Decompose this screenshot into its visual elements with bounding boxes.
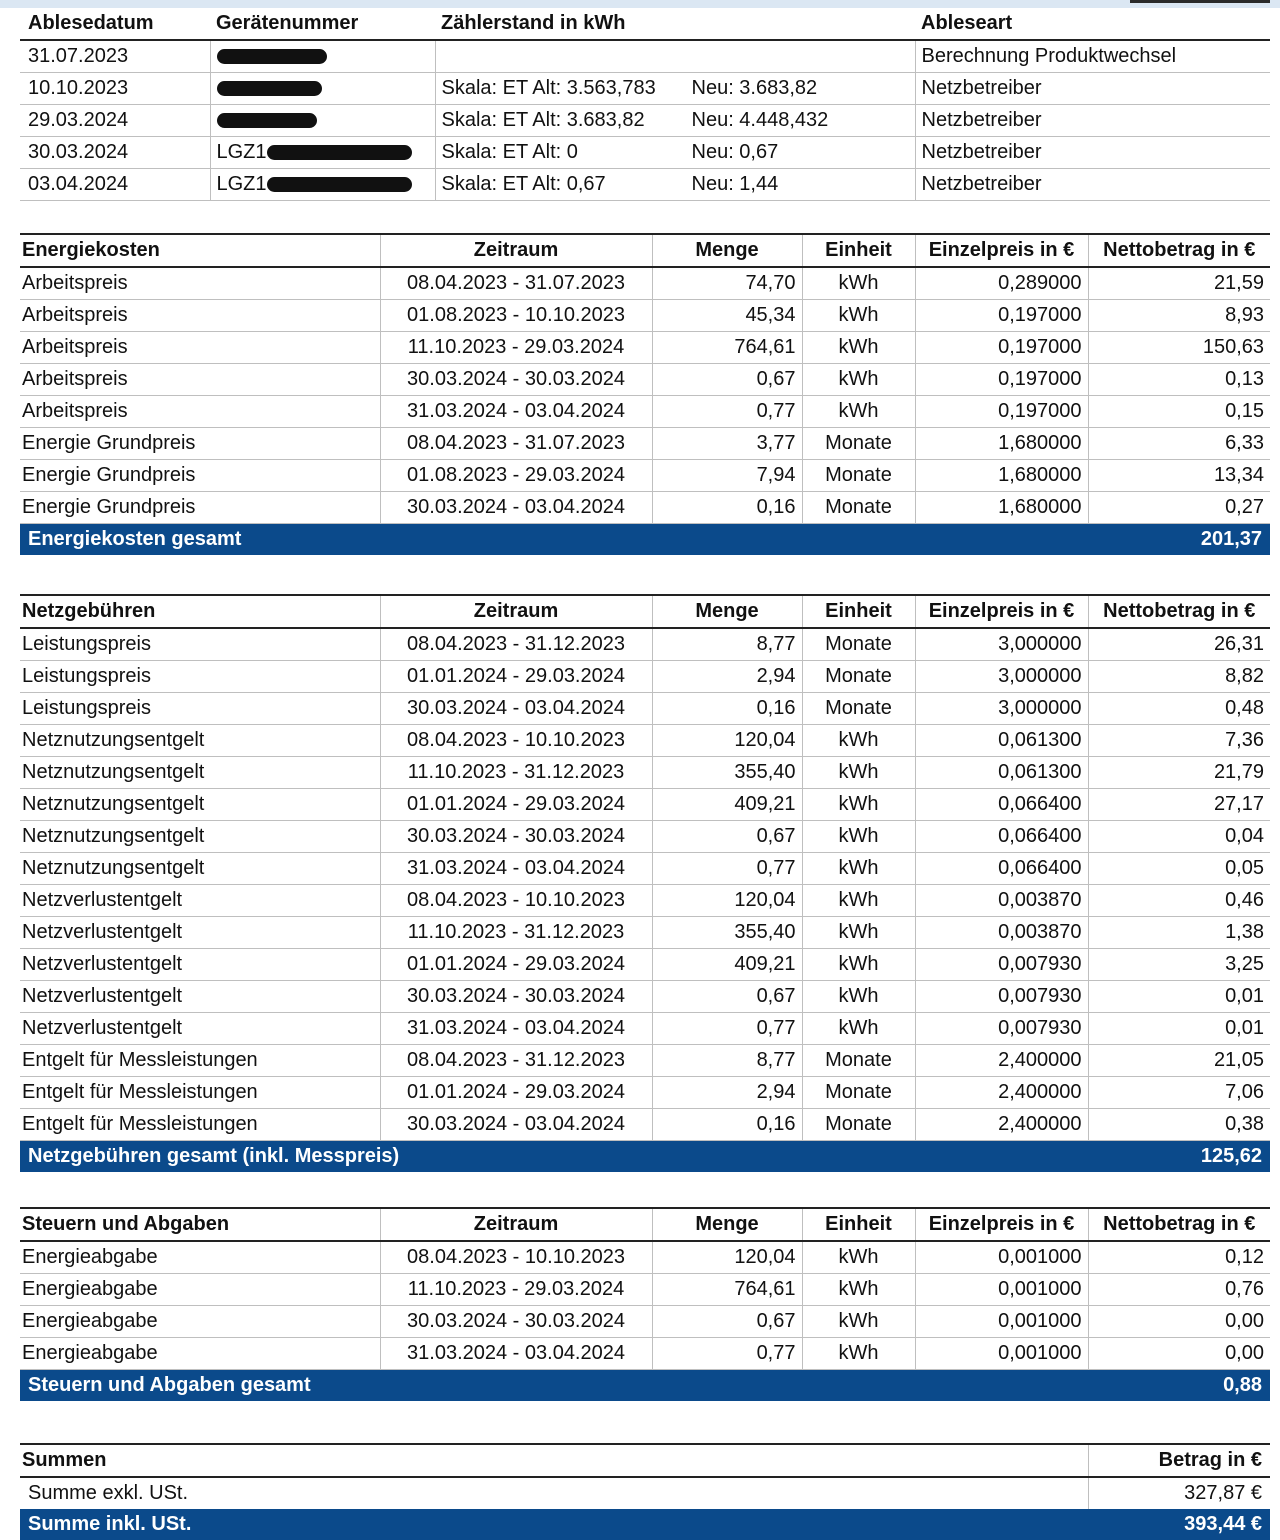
unit: kWh [802, 396, 915, 428]
netzgebuehren-table [20, 594, 1270, 1172]
col-einheit: Einheit [802, 595, 915, 628]
unit: kWh [802, 300, 915, 332]
net-amount: 0,15 [1088, 396, 1270, 428]
reading-row [20, 169, 1270, 201]
unit: kWh [802, 853, 915, 885]
unit-price: 0,197000 [915, 396, 1088, 428]
col-zaehlerstand: Zählerstand in kWh [435, 8, 915, 40]
quantity: 74,70 [652, 267, 802, 300]
reading-alt: Skala: ET Alt: 0,67 [441, 173, 606, 195]
col-zeitraum: Zeitraum [380, 595, 652, 628]
meter-reading [435, 40, 915, 73]
net-amount: 0,00 [1088, 1338, 1270, 1370]
unit-price: 1,680000 [915, 492, 1088, 524]
quantity: 0,16 [652, 1109, 802, 1141]
device-prefix: LGZ1 [216, 173, 267, 195]
reading-type: Netzbetreiber [915, 73, 1270, 105]
cost-row [20, 267, 1270, 300]
readings-header-row [20, 8, 1270, 40]
period: 08.04.2023 - 10.10.2023 [380, 885, 652, 917]
unit-price: 0,007930 [915, 981, 1088, 1013]
unit: Monate [802, 460, 915, 492]
period: 30.03.2024 - 03.04.2024 [380, 1109, 652, 1141]
summe-inkl-row [20, 1509, 1270, 1540]
device-prefix: LGZ1 [216, 141, 267, 163]
net-amount: 6,33 [1088, 428, 1270, 460]
period: 01.08.2023 - 29.03.2024 [380, 460, 652, 492]
unit: kWh [802, 1013, 915, 1045]
unit-price: 0,001000 [915, 1338, 1088, 1370]
net-amount: 0,00 [1088, 1306, 1270, 1338]
reading-type: Netzbetreiber [915, 105, 1270, 137]
net-amount: 0,05 [1088, 853, 1270, 885]
position-label: Leistungspreis [20, 693, 380, 725]
reading-type: Netzbetreiber [915, 137, 1270, 169]
steuern-total-row [20, 1370, 1270, 1402]
period: 31.03.2024 - 03.04.2024 [380, 396, 652, 428]
cost-row [20, 1109, 1270, 1141]
total-label: Steuern und Abgaben gesamt [20, 1370, 1088, 1402]
unit-price: 0,007930 [915, 949, 1088, 981]
reading-type: Netzbetreiber [915, 169, 1270, 201]
cost-row [20, 300, 1270, 332]
reading-row [20, 73, 1270, 105]
quantity: 0,77 [652, 853, 802, 885]
unit: kWh [802, 789, 915, 821]
unit-price: 0,061300 [915, 725, 1088, 757]
net-amount: 13,34 [1088, 460, 1270, 492]
top-strip [0, 0, 1280, 8]
summen-header-row [20, 1444, 1270, 1477]
meter-reading [435, 169, 915, 201]
col-einzelpreis: Einzelpreis in € [915, 1208, 1088, 1241]
col-betrag: Betrag in € [1088, 1444, 1270, 1477]
unit-price: 3,000000 [915, 628, 1088, 661]
unit-price: 0,061300 [915, 757, 1088, 789]
device-number [210, 40, 435, 73]
position-label: Netzverlustentgelt [20, 949, 380, 981]
quantity: 355,40 [652, 917, 802, 949]
quantity: 120,04 [652, 1241, 802, 1274]
quantity: 120,04 [652, 885, 802, 917]
period: 30.03.2024 - 30.03.2024 [380, 821, 652, 853]
quantity: 45,34 [652, 300, 802, 332]
position-label: Entgelt für Messleistungen [20, 1045, 380, 1077]
total-value: 125,62 [1088, 1141, 1270, 1173]
position-label: Arbeitspreis [20, 267, 380, 300]
net-amount: 0,27 [1088, 492, 1270, 524]
position-label: Energie Grundpreis [20, 428, 380, 460]
unit-price: 2,400000 [915, 1045, 1088, 1077]
cost-row [20, 1013, 1270, 1045]
unit: Monate [802, 1077, 915, 1109]
position-label: Energieabgabe [20, 1306, 380, 1338]
unit-price: 3,000000 [915, 661, 1088, 693]
net-amount: 0,76 [1088, 1274, 1270, 1306]
unit-price: 1,680000 [915, 460, 1088, 492]
position-label: Leistungspreis [20, 661, 380, 693]
reading-date: 30.03.2024 [20, 137, 210, 169]
unit: Monate [802, 693, 915, 725]
position-label: Energie Grundpreis [20, 460, 380, 492]
quantity: 0,77 [652, 1013, 802, 1045]
unit-price: 2,400000 [915, 1077, 1088, 1109]
net-amount: 7,06 [1088, 1077, 1270, 1109]
position-label: Arbeitspreis [20, 396, 380, 428]
period: 01.01.2024 - 29.03.2024 [380, 789, 652, 821]
col-menge: Menge [652, 1208, 802, 1241]
cost-row [20, 693, 1270, 725]
period: 01.01.2024 - 29.03.2024 [380, 661, 652, 693]
netzgebuehren-total-row [20, 1141, 1270, 1173]
period: 01.08.2023 - 10.10.2023 [380, 300, 652, 332]
quantity: 7,94 [652, 460, 802, 492]
position-label: Netznutzungsentgelt [20, 757, 380, 789]
period: 11.10.2023 - 31.12.2023 [380, 757, 652, 789]
period: 08.04.2023 - 10.10.2023 [380, 725, 652, 757]
quantity: 0,16 [652, 693, 802, 725]
period: 08.04.2023 - 31.12.2023 [380, 628, 652, 661]
total-label: Energiekosten gesamt [20, 524, 1088, 556]
position-label: Energieabgabe [20, 1338, 380, 1370]
col-einheit: Einheit [802, 1208, 915, 1241]
reading-alt: Skala: ET Alt: 0 [441, 141, 578, 163]
unit: kWh [802, 949, 915, 981]
reading-alt: Skala: ET Alt: 3.563,783 [441, 77, 656, 99]
top-strip-edge [1130, 0, 1270, 3]
unit: kWh [802, 1338, 915, 1370]
unit: kWh [802, 981, 915, 1013]
cost-row [20, 917, 1270, 949]
section-title-summen: Summen [20, 1444, 1088, 1477]
unit-price: 0,197000 [915, 300, 1088, 332]
cost-row [20, 1306, 1270, 1338]
summe-exkl-row [20, 1477, 1270, 1509]
position-label: Leistungspreis [20, 628, 380, 661]
period: 31.03.2024 - 03.04.2024 [380, 853, 652, 885]
period: 30.03.2024 - 30.03.2024 [380, 1306, 652, 1338]
period: 30.03.2024 - 03.04.2024 [380, 492, 652, 524]
total-value: 201,37 [1088, 524, 1270, 556]
section-title-energiekosten: Energiekosten [20, 234, 380, 267]
period: 30.03.2024 - 30.03.2024 [380, 981, 652, 1013]
position-label: Netznutzungsentgelt [20, 821, 380, 853]
net-amount: 0,48 [1088, 693, 1270, 725]
cost-row [20, 725, 1270, 757]
device-number [210, 105, 435, 137]
net-amount: 21,79 [1088, 757, 1270, 789]
period: 01.01.2024 - 29.03.2024 [380, 1077, 652, 1109]
position-label: Netznutzungsentgelt [20, 789, 380, 821]
quantity: 355,40 [652, 757, 802, 789]
position-label: Entgelt für Messleistungen [20, 1077, 380, 1109]
position-label: Arbeitspreis [20, 364, 380, 396]
cost-row [20, 1077, 1270, 1109]
net-amount: 26,31 [1088, 628, 1270, 661]
net-amount: 0,13 [1088, 364, 1270, 396]
reading-date: 31.07.2023 [20, 40, 210, 73]
device-number [210, 169, 435, 201]
position-label: Arbeitspreis [20, 332, 380, 364]
unit-price: 0,066400 [915, 853, 1088, 885]
unit-price: 0,001000 [915, 1241, 1088, 1274]
unit: kWh [802, 917, 915, 949]
reading-neu: Neu: 1,44 [691, 173, 779, 195]
position-label: Arbeitspreis [20, 300, 380, 332]
unit: kWh [802, 267, 915, 300]
summe-inkl-label: Summe inkl. USt. [20, 1509, 1088, 1540]
unit: kWh [802, 1274, 915, 1306]
unit: kWh [802, 821, 915, 853]
unit: kWh [802, 885, 915, 917]
quantity: 409,21 [652, 949, 802, 981]
net-amount: 0,46 [1088, 885, 1270, 917]
device-number [210, 73, 435, 105]
unit: kWh [802, 1241, 915, 1274]
unit: Monate [802, 628, 915, 661]
quantity: 0,67 [652, 821, 802, 853]
steuern-header-row [20, 1208, 1270, 1241]
quantity: 8,77 [652, 628, 802, 661]
position-label: Entgelt für Messleistungen [20, 1109, 380, 1141]
net-amount: 21,59 [1088, 267, 1270, 300]
cost-row [20, 332, 1270, 364]
quantity: 0,16 [652, 492, 802, 524]
position-label: Netznutzungsentgelt [20, 725, 380, 757]
net-amount: 8,82 [1088, 661, 1270, 693]
summen-table [20, 1443, 1270, 1540]
col-geraetenummer: Gerätenummer [210, 8, 435, 40]
section-title-steuern: Steuern und Abgaben [20, 1208, 380, 1241]
period: 11.10.2023 - 29.03.2024 [380, 1274, 652, 1306]
cost-row [20, 789, 1270, 821]
net-amount: 150,63 [1088, 332, 1270, 364]
period: 08.04.2023 - 31.12.2023 [380, 1045, 652, 1077]
meter-reading [435, 73, 915, 105]
net-amount: 27,17 [1088, 789, 1270, 821]
quantity: 409,21 [652, 789, 802, 821]
device-number [210, 137, 435, 169]
total-value: 0,88 [1088, 1370, 1270, 1402]
period: 08.04.2023 - 31.07.2023 [380, 267, 652, 300]
period: 31.03.2024 - 03.04.2024 [380, 1338, 652, 1370]
position-label: Netzverlustentgelt [20, 981, 380, 1013]
meter-readings-table [20, 8, 1270, 201]
unit: kWh [802, 757, 915, 789]
quantity: 0,67 [652, 981, 802, 1013]
unit: kWh [802, 332, 915, 364]
col-menge: Menge [652, 595, 802, 628]
cost-row [20, 492, 1270, 524]
redaction-mark [217, 81, 322, 96]
net-amount: 0,01 [1088, 1013, 1270, 1045]
cost-row [20, 949, 1270, 981]
cost-row [20, 1274, 1270, 1306]
position-label: Energie Grundpreis [20, 492, 380, 524]
quantity: 2,94 [652, 661, 802, 693]
cost-row [20, 757, 1270, 789]
energiekosten-total-row [20, 524, 1270, 556]
reading-alt: Skala: ET Alt: 3.683,82 [441, 109, 645, 131]
redaction-mark [267, 145, 412, 160]
cost-row [20, 1241, 1270, 1274]
cost-row [20, 661, 1270, 693]
col-nettobetrag: Nettobetrag in € [1088, 1208, 1270, 1241]
unit: kWh [802, 1306, 915, 1338]
position-label: Energieabgabe [20, 1241, 380, 1274]
quantity: 0,67 [652, 1306, 802, 1338]
col-nettobetrag: Nettobetrag in € [1088, 234, 1270, 267]
unit: Monate [802, 1109, 915, 1141]
cost-row [20, 396, 1270, 428]
cost-row [20, 428, 1270, 460]
netzgebuehren-header-row [20, 595, 1270, 628]
unit-price: 0,001000 [915, 1306, 1088, 1338]
position-label: Netzverlustentgelt [20, 885, 380, 917]
net-amount: 8,93 [1088, 300, 1270, 332]
cost-row [20, 628, 1270, 661]
unit-price: 0,001000 [915, 1274, 1088, 1306]
quantity: 764,61 [652, 332, 802, 364]
unit-price: 3,000000 [915, 693, 1088, 725]
total-label: Netzgebühren gesamt (inkl. Messpreis) [20, 1141, 1088, 1173]
col-menge: Menge [652, 234, 802, 267]
net-amount: 0,12 [1088, 1241, 1270, 1274]
meter-reading [435, 137, 915, 169]
cost-row [20, 364, 1270, 396]
reading-neu: Neu: 3.683,82 [691, 77, 818, 99]
unit-price: 0,289000 [915, 267, 1088, 300]
col-einzelpreis: Einzelpreis in € [915, 234, 1088, 267]
col-zeitraum: Zeitraum [380, 1208, 652, 1241]
period: 30.03.2024 - 03.04.2024 [380, 693, 652, 725]
energiekosten-header-row [20, 234, 1270, 267]
summe-exkl-label: Summe exkl. USt. [28, 1482, 189, 1504]
col-einzelpreis: Einzelpreis in € [915, 595, 1088, 628]
reading-row [20, 40, 1270, 73]
position-label: Energieabgabe [20, 1274, 380, 1306]
unit: Monate [802, 492, 915, 524]
unit-price: 0,197000 [915, 364, 1088, 396]
net-amount: 0,01 [1088, 981, 1270, 1013]
unit: kWh [802, 364, 915, 396]
quantity: 0,77 [652, 396, 802, 428]
net-amount: 1,38 [1088, 917, 1270, 949]
unit-price: 0,197000 [915, 332, 1088, 364]
unit: Monate [802, 661, 915, 693]
net-amount: 0,04 [1088, 821, 1270, 853]
unit-price: 0,066400 [915, 789, 1088, 821]
cost-row [20, 1045, 1270, 1077]
reading-type: Berechnung Produktwechsel [915, 40, 1270, 73]
period: 31.03.2024 - 03.04.2024 [380, 1013, 652, 1045]
cost-row [20, 821, 1270, 853]
unit: kWh [802, 725, 915, 757]
meter-reading [435, 105, 915, 137]
quantity: 0,67 [652, 364, 802, 396]
unit-price: 1,680000 [915, 428, 1088, 460]
quantity: 0,77 [652, 1338, 802, 1370]
cost-row [20, 460, 1270, 492]
redaction-mark [217, 49, 327, 64]
position-label: Netznutzungsentgelt [20, 853, 380, 885]
col-ablesedatum: Ablesedatum [20, 8, 210, 40]
period: 11.10.2023 - 29.03.2024 [380, 332, 652, 364]
cost-row [20, 853, 1270, 885]
cost-row [20, 981, 1270, 1013]
energiekosten-table [20, 233, 1270, 555]
reading-date: 10.10.2023 [20, 73, 210, 105]
summe-exkl-value: 327,87 € [1088, 1477, 1270, 1509]
unit-price: 0,007930 [915, 1013, 1088, 1045]
section-title-netzgebuehren: Netzgebühren [20, 595, 380, 628]
col-ableseart: Ableseart [915, 8, 1270, 40]
net-amount: 21,05 [1088, 1045, 1270, 1077]
cost-row [20, 1338, 1270, 1370]
reading-neu: Neu: 4.448,432 [691, 109, 829, 131]
quantity: 8,77 [652, 1045, 802, 1077]
net-amount: 7,36 [1088, 725, 1270, 757]
redaction-mark [267, 177, 412, 192]
unit-price: 0,003870 [915, 917, 1088, 949]
quantity: 764,61 [652, 1274, 802, 1306]
reading-date: 03.04.2024 [20, 169, 210, 201]
period: 08.04.2023 - 10.10.2023 [380, 1241, 652, 1274]
reading-date: 29.03.2024 [20, 105, 210, 137]
col-zeitraum: Zeitraum [380, 234, 652, 267]
cost-row [20, 885, 1270, 917]
redaction-mark [217, 113, 317, 128]
unit-price: 2,400000 [915, 1109, 1088, 1141]
col-nettobetrag: Nettobetrag in € [1088, 595, 1270, 628]
unit-price: 0,003870 [915, 885, 1088, 917]
col-einheit: Einheit [802, 234, 915, 267]
net-amount: 0,38 [1088, 1109, 1270, 1141]
period: 30.03.2024 - 30.03.2024 [380, 364, 652, 396]
position-label: Netzverlustentgelt [20, 1013, 380, 1045]
unit-price: 0,066400 [915, 821, 1088, 853]
reading-row [20, 137, 1270, 169]
steuern-table [20, 1207, 1270, 1401]
unit: Monate [802, 1045, 915, 1077]
summe-inkl-value: 393,44 € [1088, 1509, 1270, 1540]
unit: Monate [802, 428, 915, 460]
quantity: 3,77 [652, 428, 802, 460]
period: 08.04.2023 - 31.07.2023 [380, 428, 652, 460]
quantity: 2,94 [652, 1077, 802, 1109]
position-label: Netzverlustentgelt [20, 917, 380, 949]
period: 01.01.2024 - 29.03.2024 [380, 949, 652, 981]
net-amount: 3,25 [1088, 949, 1270, 981]
period: 11.10.2023 - 31.12.2023 [380, 917, 652, 949]
quantity: 120,04 [652, 725, 802, 757]
reading-row [20, 105, 1270, 137]
reading-neu: Neu: 0,67 [691, 141, 779, 163]
